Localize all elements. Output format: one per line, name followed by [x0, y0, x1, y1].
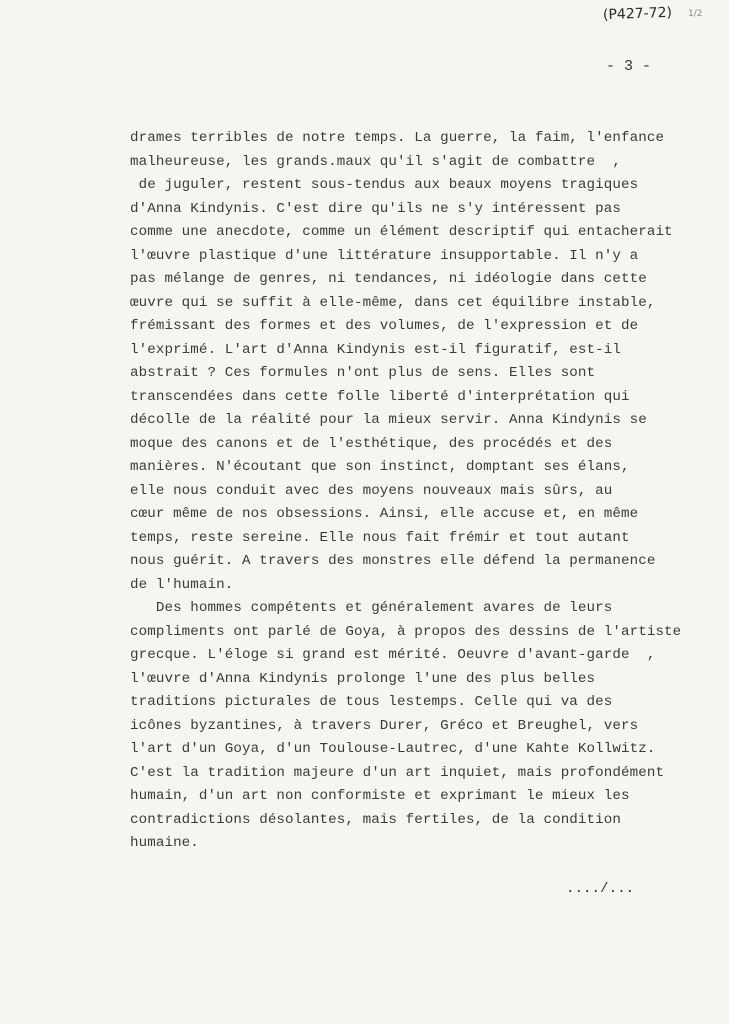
text-line: nous guérit. A travers des monstres elle défend la permanence	[130, 553, 656, 569]
page-number: - 3 -	[606, 58, 652, 75]
text-line: drames terribles de notre temps. La guerre, la faim, l'enfance	[130, 130, 665, 146]
text-line: grecque. L'éloge si grand est mérité. Oeuvre d'avant-garde ,	[130, 647, 656, 663]
text-line: contradictions désolantes, mais fertiles, de la condition	[130, 811, 621, 828]
text-line: décolle de la réalité pour la mieux servir. Anna Kindynis se	[130, 412, 647, 428]
text-line: l'exprimé. L'art d'Anna Kindynis est-il figuratif, est-il	[130, 341, 621, 358]
text-line: icônes byzantines, à travers Durer, Gréco et Breughel, vers	[130, 717, 639, 734]
text-line: œuvre qui se suffit à elle-même, dans cet équilibre instable,	[130, 294, 656, 311]
text-line: frémissant des formes et des volumes, de l'expression et de	[130, 318, 639, 334]
text-line: traditions picturales de tous lestemps. Celle qui va des	[130, 694, 613, 710]
archive-reference-tail: 1/2	[688, 9, 703, 19]
continuation-mark: ..../...	[566, 881, 635, 897]
text-line: moque des canons et de l'esthétique, des procédés et des	[130, 435, 613, 452]
text-line: l'œuvre plastique d'une littérature insupportable. Il n'y a	[130, 247, 639, 264]
text-line: de l'humain.	[130, 576, 234, 593]
text-line: d'Anna Kindynis. C'est dire qu'ils ne s'y intéressent pas	[130, 200, 621, 217]
text-line: pas mélange de genres, ni tendances, ni idéologie dans cette	[130, 271, 647, 287]
text-line: manières. N'écoutant que son instinct, domptant ses élans,	[130, 459, 630, 475]
text-line: elle nous conduit avec des moyens nouveaux mais sûrs, au	[130, 482, 613, 499]
text-line: humain, d'un art non conformiste et exprimant le mieux les	[130, 788, 630, 804]
text-line: compliments ont parlé de Goya, à propos des dessins de l'artiste	[130, 623, 682, 640]
text-line: transcendées dans cette folle liberté d'interprétation qui	[130, 388, 630, 405]
text-line: Des hommes compétents et généralement avares de leurs	[130, 600, 613, 616]
body-text	[130, 127, 728, 856]
archive-reference: (P427-72)	[602, 4, 673, 24]
text-line: comme une anecdote, comme un élément descriptif qui entacherait	[130, 224, 673, 240]
text-line: malheureuse, les grands.maux qu'il s'agit de combattre ,	[130, 153, 621, 170]
text-line: abstrait ? Ces formules n'ont plus de sens. Elles sont	[130, 365, 596, 381]
text-line: l'art d'un Goya, d'un Toulouse-Lautrec, d'une Kahte Kollwitz.	[130, 741, 656, 757]
text-line: C'est la tradition majeure d'un art inquiet, mais profondément	[130, 764, 665, 781]
text-line: temps, reste sereine. Elle nous fait frémir et tout autant	[130, 529, 630, 546]
text-line: de juguler, restent sous-tendus aux beaux moyens tragiques	[130, 177, 639, 193]
text-line: humaine.	[130, 835, 199, 851]
text-line: l'œuvre d'Anna Kindynis prolonge l'une des plus belles	[130, 670, 596, 687]
text-line: cœur même de nos obsessions. Ainsi, elle accuse et, en même	[130, 506, 639, 522]
